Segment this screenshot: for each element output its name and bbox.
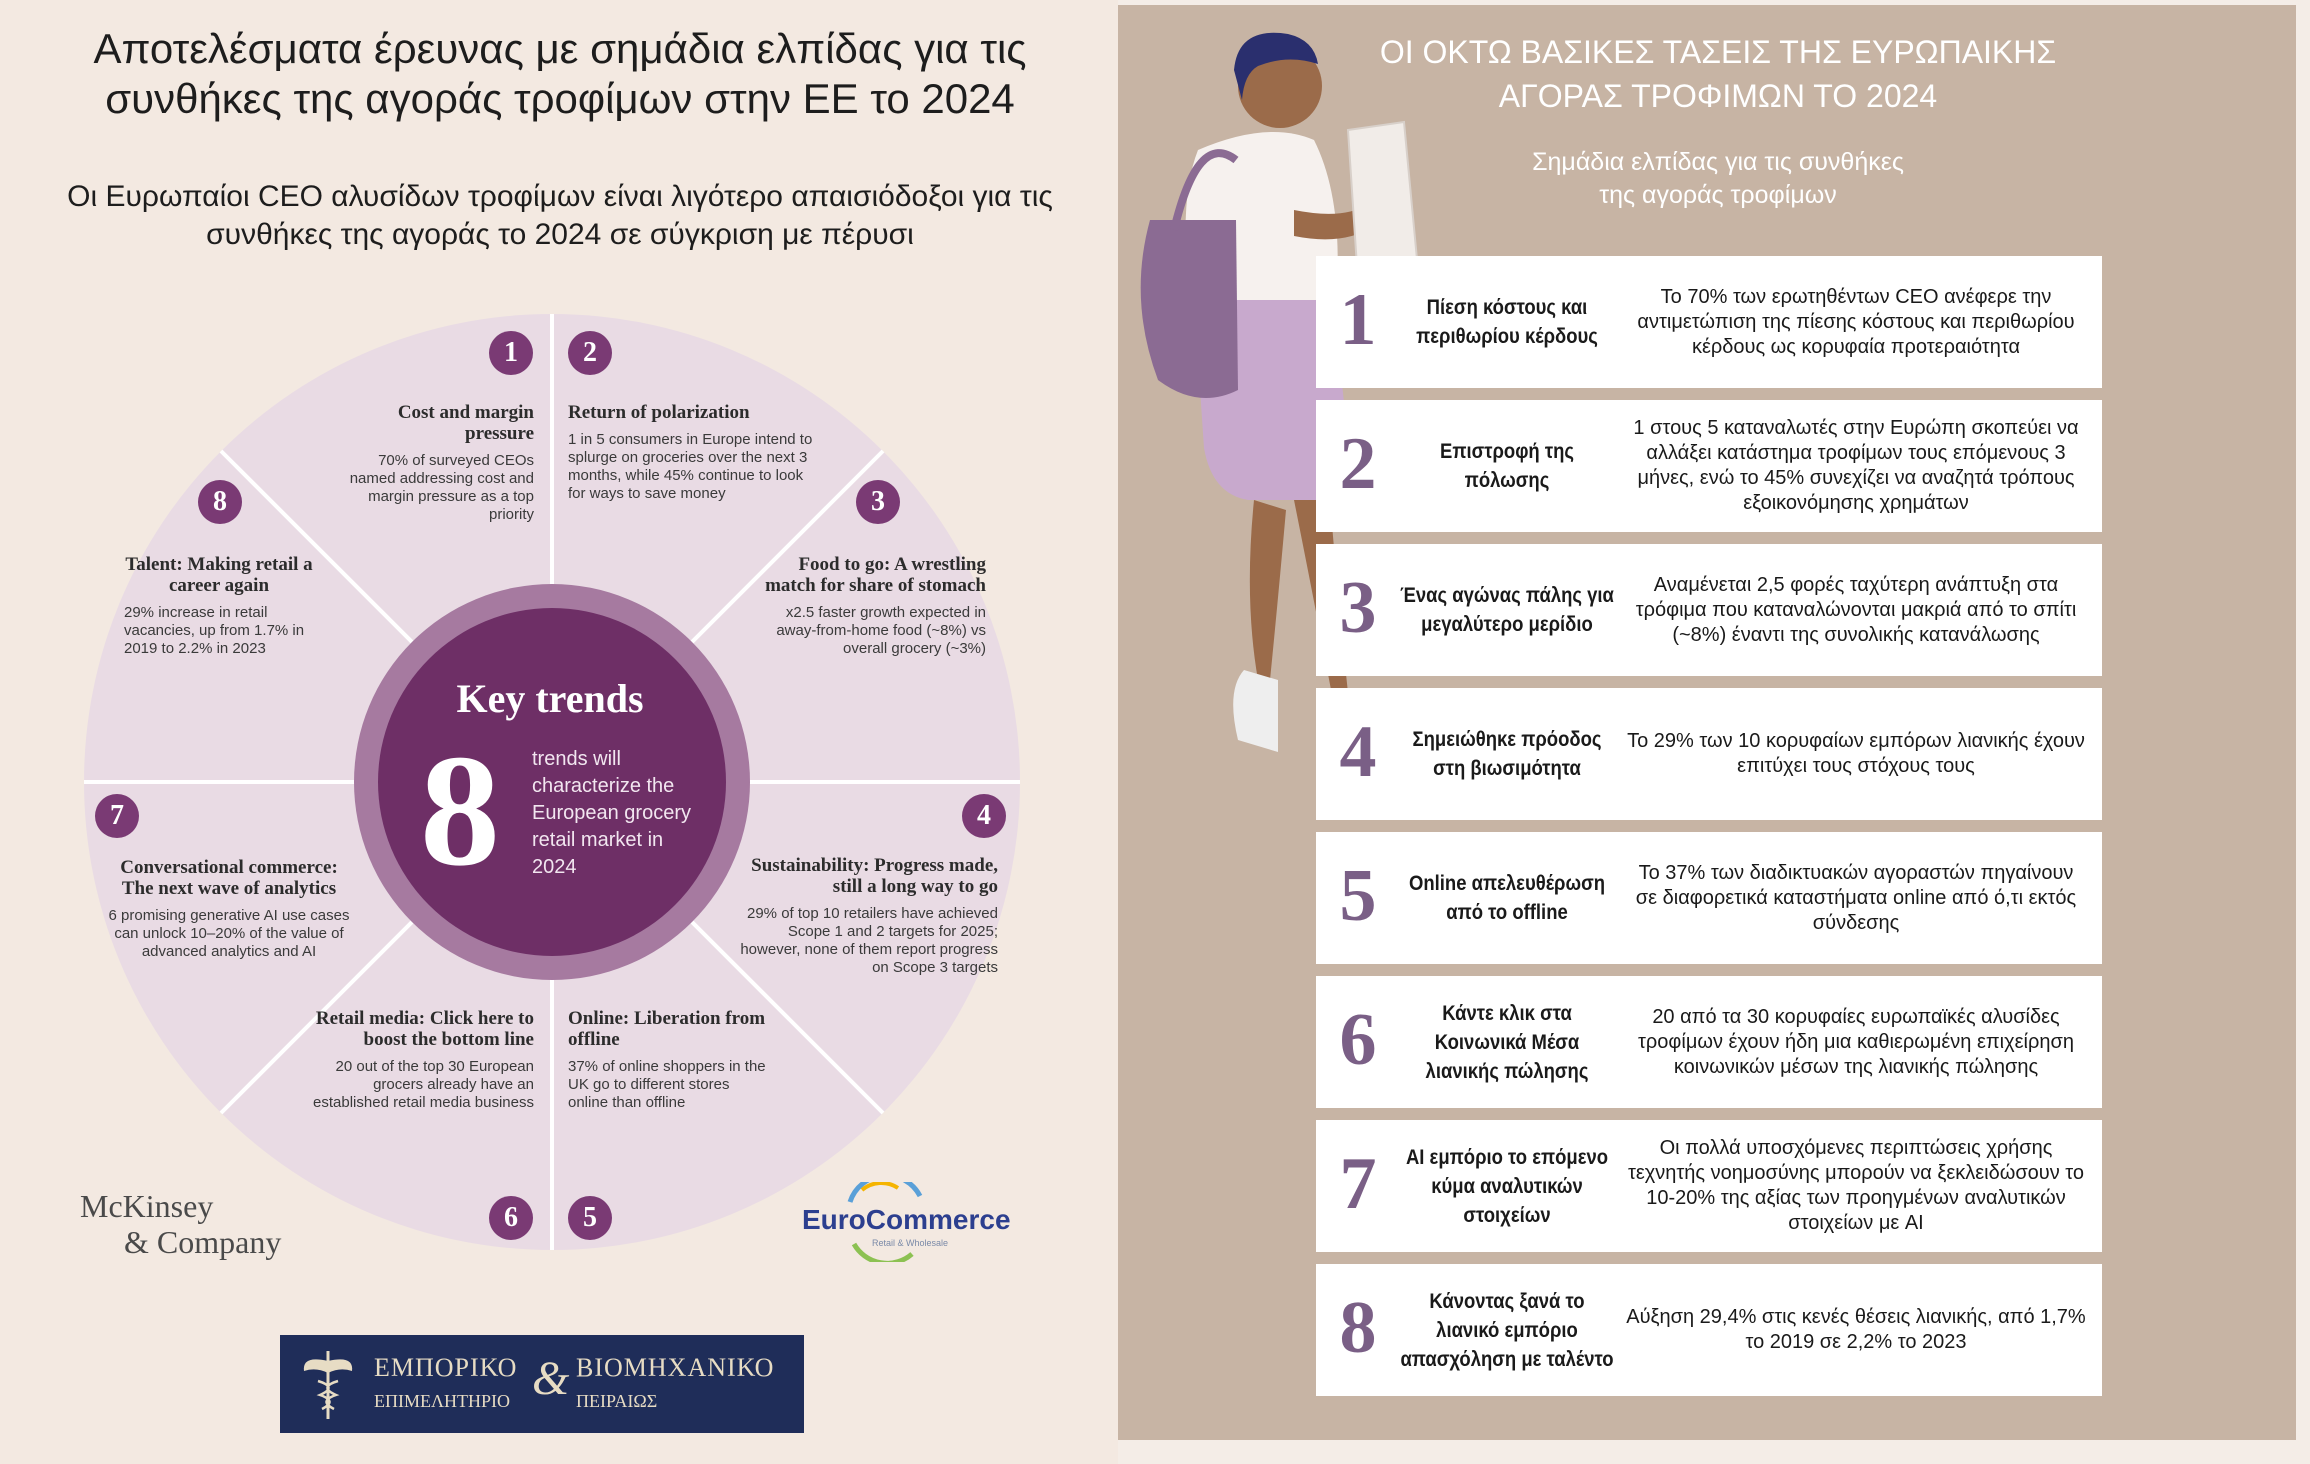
trend-card-1-desc: Το 70% των ερωτηθέντων CEO ανέφερε την αντιμετώπιση της πίεσης κόστους και περιθωρίου κέρδους ως κορυφαία προτεραιότητα <box>1637 285 2075 358</box>
trend-card-8-title: Κάνοντας ξανά το λιανικό εμπόριο απασχόληση με ταλέντο <box>1400 1289 1614 1371</box>
key-trends-title: Key trends <box>456 676 644 721</box>
caduceus-icon <box>298 1347 358 1421</box>
piraeus-line-c: ΒΙΟΜΗΧΑΝΙΚΟ <box>576 1353 775 1382</box>
trend-card-5-title: Online απελευθέρωση από το offline <box>1408 872 1606 924</box>
segment-1 <box>340 402 534 524</box>
eurocommerce-subtext: Retail & Wholesale <box>872 1238 949 1248</box>
mckinsey-line1: McKinsey <box>80 1188 214 1224</box>
page-title: Αποτελέσματα έρευνας με σημάδια ελπίδας για τις συνθήκες της αγοράς τροφίμων στην ΕΕ το 2024 <box>93 25 1027 122</box>
trend-card-2-number: 2 <box>1339 423 1377 505</box>
badge-2: 2 <box>568 331 612 375</box>
right-title-line2: ΑΓΟΡΑΣ ΤΡΟΦΙΜΩΝ ΤΟ 2024 <box>1498 78 1938 114</box>
badge-6: 6 <box>489 1196 533 1240</box>
trend-card-4 <box>1316 688 2102 820</box>
right-infographic <box>1118 0 2310 1464</box>
right-subtitle-line1: Σημάδια ελπίδας για τις συνθήκες <box>1532 148 1904 176</box>
segment-5 <box>568 1008 768 1112</box>
piraeus-line-d: ΠΕΙΡΑΙΩΣ <box>576 1391 658 1411</box>
segment-6-head: Retail media: Click here to boost the bottom line <box>315 1008 534 1050</box>
trend-card-5-desc: Το 37% των διαδικτυακών αγοραστών πηγαίνουν σε διαφορετικά καταστήματα online από ό,τι εκτός σύνδεσης <box>1635 861 2077 934</box>
trend-card-8-desc: Αύξηση 29,4% στις κενές θέσεις λιανικής, από 1,7% το 2019 σε 2,2% το 2023 <box>1626 1306 2086 1353</box>
left-infographic <box>0 0 1118 1464</box>
trend-card-2 <box>1316 400 2102 532</box>
trend-card-7-desc: Οι πολλά υποσχόμενες περιπτώσεις χρήσης τεχνητής νοημοσύνης μπορούν να ξεκλειδώσουν το 10-20% της αξίας των προηγμένων αναλυτικών στοιχείων με AI <box>1627 1137 2085 1234</box>
eurocommerce-logo <box>802 1182 1022 1262</box>
trend-card-6-desc: 20 από τα 30 κορυφαίες ευρωπαϊκές αλυσίδες τροφίμων έχουν ήδη μια καθιερωμένη επιχείρηση κοινωνικών μέσων της λιανικής πώλησης <box>1638 1005 2074 1078</box>
segment-2-head: Return of polarization <box>568 402 750 423</box>
page-subtitle: Οι Ευρωπαίοι CEO αλυσίδων τροφίμων είναι λιγότερο απαισιόδοξοι για τις συνθήκες της αγοράς το 2024 σε σύγκριση με πέρυσι <box>67 180 1053 251</box>
piraeus-line-b: ΕΠΙΜΕΛΗΤΗΡΙΟ <box>374 1391 511 1411</box>
trend-card-4-number: 4 <box>1339 711 1377 793</box>
trend-card-3-desc: Αναμένεται 2,5 φορές ταχύτερη ανάπτυξη στα τρόφιμα που καταναλώνονται μακριά από το σπίτι (~8%) έναντι της συνολικής κατανάλωσης <box>1635 573 2077 646</box>
trend-card-2-desc: 1 στους 5 καταναλωτές στην Ευρώπη σκοπεύει να αλλάξει κατάστημα τροφίμων τους επόμενους 3 μήνες, ενώ το 45% συνεχίζει να αναζητά τρόπους εξοικονόμησης χρημάτων <box>1633 417 2079 514</box>
trend-card-6-number: 6 <box>1339 999 1377 1081</box>
mckinsey-line2: & Company <box>124 1224 282 1260</box>
trend-card-7 <box>1316 1120 2102 1252</box>
segment-2-body: 1 in 5 consumers in Europe intend to splurge on groceries over the next 3 months, while 45% continue to look for ways to save money <box>568 431 813 502</box>
key-trends-number: 8 <box>420 721 500 899</box>
trend-card-8-number: 8 <box>1339 1287 1377 1369</box>
segment-3 <box>756 554 986 658</box>
segment-6 <box>310 1008 534 1112</box>
segment-4-head: Sustainability: Progress made, still a long way to go <box>751 855 998 897</box>
trend-card-8 <box>1316 1264 2102 1396</box>
trend-card-5 <box>1316 832 2102 964</box>
eurocommerce-text: EuroCommerce <box>802 1204 1011 1235</box>
tote-bag-shape <box>1141 220 1238 398</box>
trend-card-6 <box>1316 976 2102 1108</box>
segment-4-body: 29% of top 10 retailers have achieved Scope 1 and 2 targets for 2025; however, none of them report progress on Scope 3 targets <box>740 905 998 976</box>
segment-3-head: Food to go: A wrestling match for share of stomach <box>765 554 986 596</box>
trend-card-6-title: Κάντε κλικ στα Κοινωνικά Μέσα λιανικής πώλησης <box>1425 1001 1589 1083</box>
right-title-line1: ΟΙ ΟΚΤΩ ΒΑΣΙΚΕΣ ΤΑΣΕΙΣ ΤΗΣ ΕΥΡΩΠΑΙΚΗΣ <box>1379 34 2057 70</box>
mckinsey-logo <box>80 1188 281 1260</box>
segment-1-head: Cost and margin pressure <box>397 402 534 444</box>
segment-7-head: Conversational commerce: The next wave of analytics <box>120 857 338 899</box>
badge-3: 3 <box>856 480 900 524</box>
trend-card-1-number: 1 <box>1339 279 1377 361</box>
trend-card-2-title: Επιστροφή της πόλωσης <box>1439 440 1575 492</box>
segment-8-head: Talent: Making retail a career again <box>125 554 313 596</box>
piraeus-ampersand: & <box>532 1352 570 1405</box>
right-subtitle <box>1378 146 2058 212</box>
leg-left-shape <box>1250 500 1286 680</box>
segment-4 <box>736 855 998 977</box>
segment-5-head: Online: Liberation from offline <box>568 1008 766 1050</box>
key-trends-description: trends will characterize the European grocery retail market in 2024 <box>532 748 691 878</box>
badge-5: 5 <box>568 1196 612 1240</box>
segment-7 <box>104 857 354 961</box>
trend-card-1 <box>1316 256 2102 388</box>
right-subtitle-line2: της αγοράς τροφίμων <box>1599 181 1837 209</box>
segment-1-body: 70% of surveyed CEOs named addressing cost and margin pressure as a top priority <box>349 452 534 523</box>
trend-card-3-title: Ένας αγώνας πάλης για μεγαλύτερο μερίδιο <box>1400 584 1614 636</box>
segment-8-body: 29% increase in retail vacancies, up from 1.7% in 2019 to 2.2% in 2023 <box>124 604 305 657</box>
badge-7: 7 <box>95 794 139 838</box>
segment-5-body: 37% of online shoppers in the UK go to different stores online than offline <box>568 1058 766 1111</box>
badge-8: 8 <box>198 480 242 524</box>
badge-4: 4 <box>962 794 1006 838</box>
segment-2 <box>568 402 816 503</box>
segment-7-body: 6 promising generative AI use cases can unlock 10–20% of the value of advanced analytics and AI <box>108 907 350 960</box>
trend-card-5-number: 5 <box>1339 855 1377 937</box>
trend-card-7-title: AI εμπόριο το επόμενο κύμα αναλυτικών στοιχείων <box>1405 1145 1609 1227</box>
trend-card-1-title: Πίεση κόστους και περιθωρίου κέρδους <box>1416 296 1598 348</box>
segment-3-body: x2.5 faster growth expected in away-from-home food (~8%) vs overall grocery (~3%) <box>776 604 986 657</box>
badge-1: 1 <box>489 331 533 375</box>
piraeus-chamber-logo <box>280 1335 804 1433</box>
segment-6-body: 20 out of the top 30 European grocers already have an established retail media business <box>313 1058 534 1111</box>
trend-card-4-title: Σημειώθηκε πρόοδος στη βιωσιμότητα <box>1412 728 1602 780</box>
piraeus-line-a: ΕΜΠΟΡΙΚΟ <box>374 1353 518 1382</box>
trend-card-7-number: 7 <box>1339 1143 1377 1225</box>
trend-card-4-desc: Το 29% των 10 κορυφαίων εμπόρων λιανικής έχουν επιτύχει τους στόχους τους <box>1627 730 2085 777</box>
trend-card-3-number: 3 <box>1339 567 1377 649</box>
shoe-left-shape <box>1233 670 1278 752</box>
segment-8 <box>124 554 314 658</box>
trend-card-3 <box>1316 544 2102 676</box>
